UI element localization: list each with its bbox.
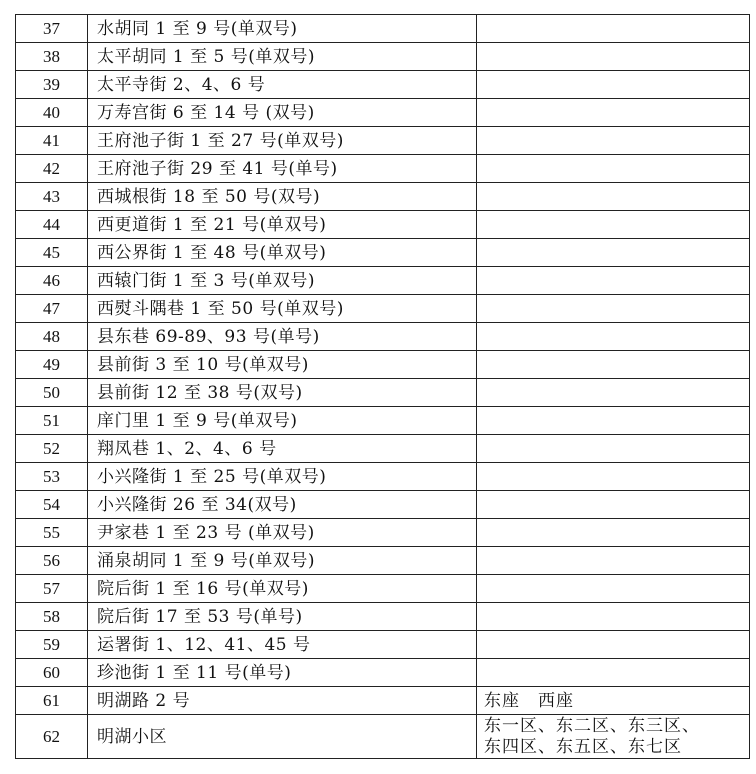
row-number: 62 bbox=[16, 715, 88, 759]
row-number: 54 bbox=[16, 491, 88, 519]
note-cell bbox=[477, 155, 750, 183]
note-cell bbox=[477, 71, 750, 99]
row-number: 47 bbox=[16, 295, 88, 323]
table-row bbox=[16, 323, 750, 351]
note-cell bbox=[477, 491, 750, 519]
table-body bbox=[16, 15, 750, 759]
address-cell: 县前街 3 至 10 号(单双号) bbox=[88, 351, 477, 379]
row-number: 44 bbox=[16, 211, 88, 239]
row-number: 49 bbox=[16, 351, 88, 379]
table-row bbox=[16, 295, 750, 323]
row-number: 59 bbox=[16, 631, 88, 659]
note-cell bbox=[477, 463, 750, 491]
note-cell bbox=[477, 659, 750, 687]
address-cell: 西公界街 1 至 48 号(单双号) bbox=[88, 239, 477, 267]
table-row bbox=[16, 463, 750, 491]
row-number: 60 bbox=[16, 659, 88, 687]
address-cell: 院后街 1 至 16 号(单双号) bbox=[88, 575, 477, 603]
note-cell bbox=[477, 603, 750, 631]
note-cell bbox=[477, 351, 750, 379]
note-cell bbox=[477, 211, 750, 239]
note-cell bbox=[477, 99, 750, 127]
note-cell bbox=[477, 15, 750, 43]
row-number: 50 bbox=[16, 379, 88, 407]
table-row bbox=[16, 267, 750, 295]
row-number: 42 bbox=[16, 155, 88, 183]
note-cell bbox=[477, 323, 750, 351]
address-cell: 县东巷 69-89、93 号(单号) bbox=[88, 323, 477, 351]
table-row bbox=[16, 183, 750, 211]
table-row bbox=[16, 379, 750, 407]
address-cell: 小兴隆街 1 至 25 号(单双号) bbox=[88, 463, 477, 491]
note-cell bbox=[477, 379, 750, 407]
note-cell bbox=[477, 715, 750, 759]
table-row bbox=[16, 155, 750, 183]
note-cell bbox=[477, 435, 750, 463]
note-cell bbox=[477, 295, 750, 323]
table-row bbox=[16, 211, 750, 239]
address-cell: 王府池子街 29 至 41 号(单号) bbox=[88, 155, 477, 183]
row-number: 48 bbox=[16, 323, 88, 351]
address-cell: 太平胡同 1 至 5 号(单双号) bbox=[88, 43, 477, 71]
table-row bbox=[16, 519, 750, 547]
table-row bbox=[16, 631, 750, 659]
address-cell: 明湖路 2 号 bbox=[88, 687, 477, 715]
address-cell: 西辕门街 1 至 3 号(单双号) bbox=[88, 267, 477, 295]
row-number: 37 bbox=[16, 15, 88, 43]
note-cell bbox=[477, 43, 750, 71]
table-row bbox=[16, 575, 750, 603]
address-cell: 太平寺街 2、4、6 号 bbox=[88, 71, 477, 99]
address-cell: 水胡同 1 至 9 号(单双号) bbox=[88, 15, 477, 43]
note-cell bbox=[477, 575, 750, 603]
row-number: 61 bbox=[16, 687, 88, 715]
note-cell bbox=[477, 631, 750, 659]
table-row bbox=[16, 127, 750, 155]
table-row bbox=[16, 659, 750, 687]
row-number: 53 bbox=[16, 463, 88, 491]
row-number: 56 bbox=[16, 547, 88, 575]
note-cell bbox=[477, 239, 750, 267]
address-cell: 万寿宫街 6 至 14 号 (双号) bbox=[88, 99, 477, 127]
row-number: 57 bbox=[16, 575, 88, 603]
address-cell: 运署街 1、12、41、45 号 bbox=[88, 631, 477, 659]
note-cell bbox=[477, 547, 750, 575]
table-row bbox=[16, 99, 750, 127]
note-line: 东一区、东二区、东三区、 bbox=[484, 715, 700, 736]
row-number: 39 bbox=[16, 71, 88, 99]
note-cell bbox=[477, 407, 750, 435]
address-cell: 西更道街 1 至 21 号(单双号) bbox=[88, 211, 477, 239]
address-cell: 翔凤巷 1、2、4、6 号 bbox=[88, 435, 477, 463]
table-row bbox=[16, 15, 750, 43]
address-cell: 院后街 17 至 53 号(单号) bbox=[88, 603, 477, 631]
address-cell: 县前街 12 至 38 号(双号) bbox=[88, 379, 477, 407]
table-row bbox=[16, 407, 750, 435]
row-number: 46 bbox=[16, 267, 88, 295]
row-number: 41 bbox=[16, 127, 88, 155]
address-cell: 尹家巷 1 至 23 号 (单双号) bbox=[88, 519, 477, 547]
note-cell bbox=[477, 183, 750, 211]
address-cell: 小兴隆街 26 至 34(双号) bbox=[88, 491, 477, 519]
address-cell: 明湖小区 bbox=[88, 715, 477, 759]
table-row bbox=[16, 547, 750, 575]
row-number: 45 bbox=[16, 239, 88, 267]
note-line: 东四区、东五区、东七区 bbox=[484, 736, 682, 757]
address-cell: 西城根街 18 至 50 号(双号) bbox=[88, 183, 477, 211]
row-number: 38 bbox=[16, 43, 88, 71]
address-cell: 珍池街 1 至 11 号(单号) bbox=[88, 659, 477, 687]
row-number: 40 bbox=[16, 99, 88, 127]
table-row bbox=[16, 435, 750, 463]
address-cell: 西熨斗隅巷 1 至 50 号(单双号) bbox=[88, 295, 477, 323]
row-number: 58 bbox=[16, 603, 88, 631]
note-cell: 东座 西座 bbox=[477, 687, 750, 715]
row-number: 51 bbox=[16, 407, 88, 435]
address-table bbox=[15, 14, 750, 759]
address-cell: 涌泉胡同 1 至 9 号(单双号) bbox=[88, 547, 477, 575]
table-row bbox=[16, 43, 750, 71]
row-number: 55 bbox=[16, 519, 88, 547]
table-row bbox=[16, 603, 750, 631]
table-row bbox=[16, 71, 750, 99]
address-cell: 王府池子街 1 至 27 号(单双号) bbox=[88, 127, 477, 155]
note-cell bbox=[477, 127, 750, 155]
table-row bbox=[16, 239, 750, 267]
table-row bbox=[16, 687, 750, 715]
note-cell bbox=[477, 267, 750, 295]
table-row bbox=[16, 351, 750, 379]
row-number: 43 bbox=[16, 183, 88, 211]
address-cell: 庠门里 1 至 9 号(单双号) bbox=[88, 407, 477, 435]
note-cell bbox=[477, 519, 750, 547]
row-number: 52 bbox=[16, 435, 88, 463]
table-row bbox=[16, 491, 750, 519]
table-row bbox=[16, 715, 750, 759]
